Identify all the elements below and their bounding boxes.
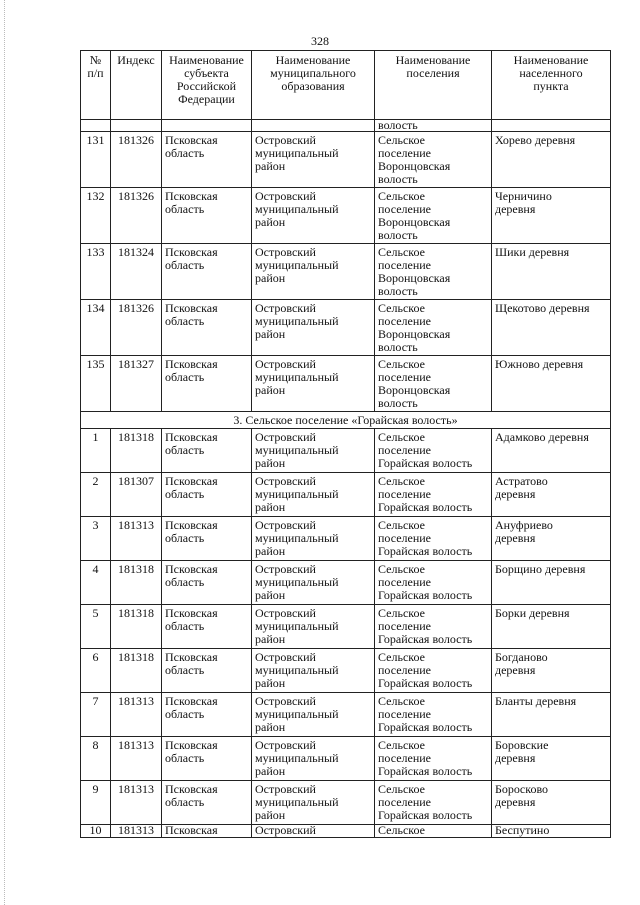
header-municipality: Наименование муниципального образования bbox=[252, 51, 375, 120]
cell-index: 181318 bbox=[111, 561, 162, 605]
cell-municipality: Островский муниципальный район bbox=[252, 517, 375, 561]
cell-municipality: Островский муниципальный район bbox=[252, 244, 375, 300]
cell-index: 181327 bbox=[111, 356, 162, 412]
cell-index: 181318 bbox=[111, 605, 162, 649]
table-row bbox=[81, 825, 611, 838]
cell-municipality: Островский муниципальный район bbox=[252, 737, 375, 781]
cell-num: 10 bbox=[81, 825, 111, 838]
cell-subject: Псковская область bbox=[162, 188, 252, 244]
cell-index: 181318 bbox=[111, 429, 162, 473]
cell-settlement: Сельское bbox=[375, 825, 492, 838]
header-num: № п/п bbox=[81, 51, 111, 120]
cell-num: 7 bbox=[81, 693, 111, 737]
cell-municipality: Островский муниципальный район bbox=[252, 561, 375, 605]
cell-municipality: Островский муниципальный район bbox=[252, 429, 375, 473]
table-row bbox=[81, 132, 611, 188]
cell-settlement: волость bbox=[375, 120, 492, 132]
cell-index: 181326 bbox=[111, 188, 162, 244]
cell-subject: Псковская область bbox=[162, 244, 252, 300]
table-header-row bbox=[81, 51, 611, 120]
cell-num: 8 bbox=[81, 737, 111, 781]
cell-settlement: Сельское поселение Воронцовская волость bbox=[375, 244, 492, 300]
table-row bbox=[81, 605, 611, 649]
cell-index: 181318 bbox=[111, 649, 162, 693]
cell-municipality: Островский муниципальный район bbox=[252, 188, 375, 244]
cell-num: 1 bbox=[81, 429, 111, 473]
cell-subject: Псковская bbox=[162, 825, 252, 838]
cell-locality: Южново деревня bbox=[492, 356, 611, 412]
cell-subject: Псковская область bbox=[162, 649, 252, 693]
cell-locality bbox=[492, 120, 611, 132]
cell-municipality: Островский муниципальный район bbox=[252, 649, 375, 693]
header-subject: Наименование субъекта Российской Федерации bbox=[162, 51, 252, 120]
cell-subject: Псковская область bbox=[162, 300, 252, 356]
cell-index: 181313 bbox=[111, 517, 162, 561]
cell-municipality: Островский муниципальный район bbox=[252, 605, 375, 649]
cell-locality: Борщино деревня bbox=[492, 561, 611, 605]
cell-num: 6 bbox=[81, 649, 111, 693]
cell-subject: Псковская область bbox=[162, 605, 252, 649]
table-row bbox=[81, 429, 611, 473]
cell-subject: Псковская область bbox=[162, 473, 252, 517]
cell-subject: Псковская область bbox=[162, 781, 252, 825]
table-row bbox=[81, 244, 611, 300]
cell-municipality: Островский муниципальный район bbox=[252, 781, 375, 825]
header-index: Индекс bbox=[111, 51, 162, 120]
table-row bbox=[81, 517, 611, 561]
cell-locality: Богданово деревня bbox=[492, 649, 611, 693]
cell-index: 181326 bbox=[111, 132, 162, 188]
cell-locality: Бланты деревня bbox=[492, 693, 611, 737]
header-settlement: Наименование поселения bbox=[375, 51, 492, 120]
cell-locality: Астратово деревня bbox=[492, 473, 611, 517]
cell-settlement: Сельское поселение Воронцовская волость bbox=[375, 188, 492, 244]
cell-subject: Псковская область bbox=[162, 737, 252, 781]
header-locality: Наименование населенного пункта bbox=[492, 51, 611, 120]
cell-settlement: Сельское поселение Воронцовская волость bbox=[375, 300, 492, 356]
cell-num: 133 bbox=[81, 244, 111, 300]
cell-subject: Псковская область bbox=[162, 132, 252, 188]
cell-locality: Ануфриево деревня bbox=[492, 517, 611, 561]
cell-index: 181313 bbox=[111, 693, 162, 737]
cell-municipality bbox=[252, 120, 375, 132]
cell-index: 181307 bbox=[111, 473, 162, 517]
table-row bbox=[81, 300, 611, 356]
cell-settlement: Сельское поселение Воронцовская волость bbox=[375, 132, 492, 188]
section-row bbox=[81, 412, 611, 429]
cell-locality: Борки деревня bbox=[492, 605, 611, 649]
cell-municipality: Островский муниципальный район bbox=[252, 693, 375, 737]
cell-settlement: Сельское поселение Горайская волость bbox=[375, 649, 492, 693]
cell-num bbox=[81, 120, 111, 132]
cell-locality: Хорево деревня bbox=[492, 132, 611, 188]
cell-settlement: Сельское поселение Горайская волость bbox=[375, 605, 492, 649]
cell-num: 3 bbox=[81, 517, 111, 561]
cell-settlement: Сельское поселение Горайская волость bbox=[375, 517, 492, 561]
cell-num: 9 bbox=[81, 781, 111, 825]
cell-municipality: Островский муниципальный район bbox=[252, 473, 375, 517]
continuation-row bbox=[81, 120, 611, 132]
cell-locality: Бороcково деревня bbox=[492, 781, 611, 825]
table-row bbox=[81, 693, 611, 737]
table-row bbox=[81, 649, 611, 693]
cell-index: 181326 bbox=[111, 300, 162, 356]
cell-municipality: Островский муниципальный район bbox=[252, 132, 375, 188]
cell-locality: Боровские деревня bbox=[492, 737, 611, 781]
cell-locality: Беспутино bbox=[492, 825, 611, 838]
cell-index: 181313 bbox=[111, 737, 162, 781]
cell-index: 181313 bbox=[111, 825, 162, 838]
table-row bbox=[81, 561, 611, 605]
cell-settlement: Сельское поселение Горайская волость bbox=[375, 473, 492, 517]
cell-subject: Псковская область bbox=[162, 517, 252, 561]
scan-edge bbox=[4, 0, 6, 905]
cell-subject: Псковская область bbox=[162, 561, 252, 605]
cell-num: 135 bbox=[81, 356, 111, 412]
cell-settlement: Сельское поселение Горайская волость bbox=[375, 561, 492, 605]
cell-num: 131 bbox=[81, 132, 111, 188]
settlements-table bbox=[80, 50, 611, 838]
section-title: 3. Сельское поселение «Горайская волость» bbox=[81, 412, 611, 429]
cell-settlement: Сельское поселение Горайская волость bbox=[375, 429, 492, 473]
cell-locality: Адамково деревня bbox=[492, 429, 611, 473]
cell-settlement: Сельское поселение Горайская волость bbox=[375, 737, 492, 781]
table-row bbox=[81, 473, 611, 517]
cell-subject: Псковская область bbox=[162, 356, 252, 412]
cell-index bbox=[111, 120, 162, 132]
cell-settlement: Сельское поселение Горайская волость bbox=[375, 781, 492, 825]
cell-municipality: Островский муниципальный район bbox=[252, 300, 375, 356]
cell-index: 181313 bbox=[111, 781, 162, 825]
cell-num: 132 bbox=[81, 188, 111, 244]
cell-locality: Черничино деревня bbox=[492, 188, 611, 244]
page-number: 328 bbox=[311, 34, 329, 48]
table-row bbox=[81, 356, 611, 412]
table-row bbox=[81, 781, 611, 825]
cell-municipality: Островский муниципальный район bbox=[252, 356, 375, 412]
cell-settlement: Сельское поселение Воронцовская волость bbox=[375, 356, 492, 412]
cell-settlement: Сельское поселение Горайская волость bbox=[375, 693, 492, 737]
cell-locality: Щекотово деревня bbox=[492, 300, 611, 356]
cell-num: 4 bbox=[81, 561, 111, 605]
table-row bbox=[81, 737, 611, 781]
cell-num: 134 bbox=[81, 300, 111, 356]
cell-num: 2 bbox=[81, 473, 111, 517]
cell-municipality: Островский bbox=[252, 825, 375, 838]
cell-num: 5 bbox=[81, 605, 111, 649]
cell-subject: Псковская область bbox=[162, 693, 252, 737]
cell-index: 181324 bbox=[111, 244, 162, 300]
cell-locality: Шики деревня bbox=[492, 244, 611, 300]
cell-subject: Псковская область bbox=[162, 429, 252, 473]
table-row bbox=[81, 188, 611, 244]
cell-subject bbox=[162, 120, 252, 132]
